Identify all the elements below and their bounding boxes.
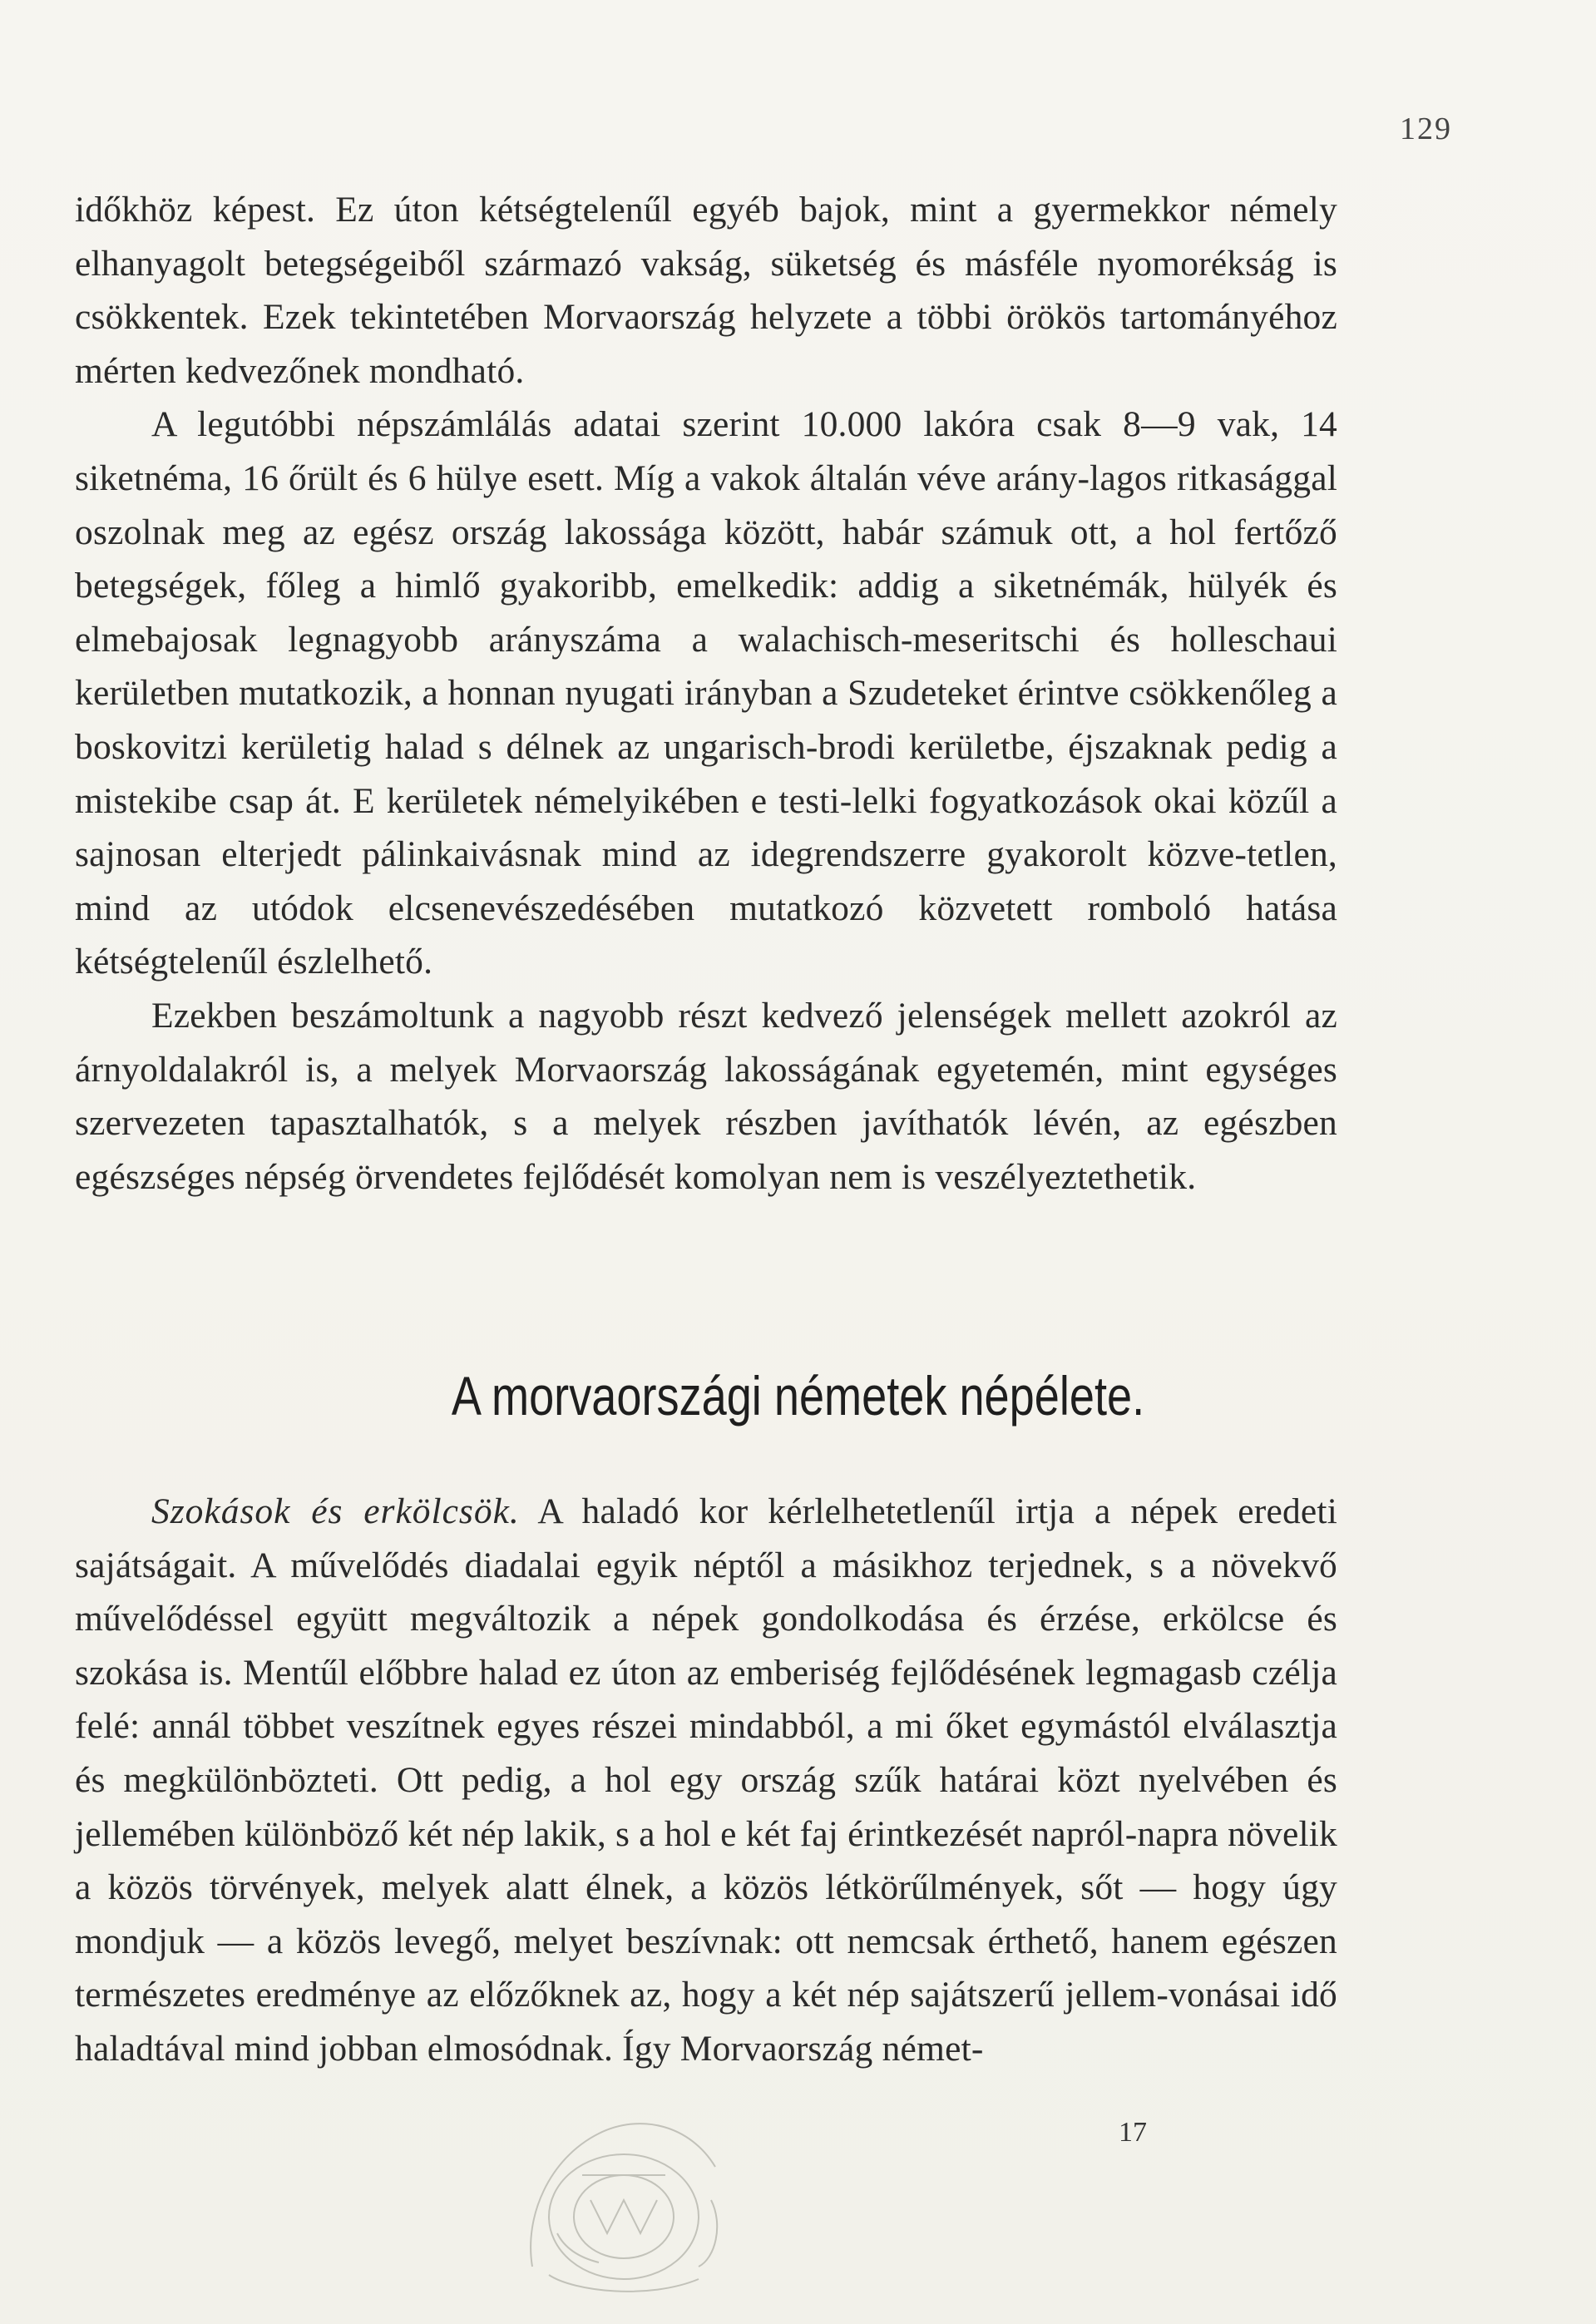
signature-mark: 17: [1119, 2117, 1147, 2148]
paragraph: időkhöz képest. Ez úton kétségtelenűl egyéb bajok, mint a gyermekkor némely elhanyagolt betegségeiből származó vakság, süketség és másféle nyomorékság is csökkentek. Ezek tekintetében Morvaország helyzete a többi örökös tartományéhoz mérten kedvezőnek mondható.: [75, 190, 1337, 391]
paragraph-text: A haladó kor kérlelhetetlenűl irtja a népek eredeti sajátságait. A művelődés diadalai egyik néptől a másikhoz terjednek, s a növekvő művelődéssel együtt megváltozik a népek gondolkodása és érzése, erkölcse és szokása is. Mentűl előbbre halad ez úton az emberiség fejlődésének legmagasb czélja felé: annál többet veszítnek egyes részei mindabból, a mi őket egymástól elválasztja és megkülönbözteti. Ott pedig, a hol egy ország szűk határai közt nyelvében és jellemében különböző két nép lakik, s a hol e két faj érintkezését napról-napra növelik a közös törvények, melyek alatt élnek, a közös létkörűlmények, sőt — hogy úgy mondjuk — a közös levegő, melyet beszívnak: ott nemcsak érthető, hanem egészen természetes eredménye az előzőknek az, hogy a két nép sajátszerű jellem-vonásai idő haladtával mind jobban elmosódnak. Így Morvaország német-: [75, 1491, 1337, 2069]
run-in-heading: Szokások és erkölcsök.: [151, 1491, 520, 1531]
page-number: 129: [1400, 111, 1452, 146]
library-stamp-icon: [499, 2100, 757, 2308]
text-block-section: [75, 1485, 1337, 2076]
paragraph: A legutóbbi népszámlálás adatai szerint 10.000 lakóra csak 8—9 vak, 14 siketnéma, 16 őrült és 6 hülye esett. Míg a vakok általán véve arány-lagos ritkasággal oszolnak meg az egész ország lakossága között, habár számuk ott, a hol fertőző betegségek, főleg a himlő gyakoribb, emelkedik: addig a siketnémák, hülyék és elmebajosak legnagyobb arányszáma a walachisch-meseritschi és holleschaui kerületben mutatkozik, a honnan nyugati irányban a Szudeteket érintve csökkenőleg a boskovitzi kerületig halad s délnek az ungarisch-brodi kerületbe, éjszaknak pedig a mistekibe csap át. E kerületek némelyikében e testi-lelki fogyatkozások okai közűl a sajnosan elterjedt pálinkaivásnak mind az idegrendszerre gyakorolt közve-tetlen, mind az utódok elcsenevészedésében mutatkozó közvetett romboló hatása kétségtelenűl észlelhető.: [75, 404, 1337, 982]
paragraph: [75, 1485, 1337, 2076]
text-block-top: [75, 183, 1337, 1204]
section-heading: A morvaországi németek népélete.: [451, 1365, 1145, 1427]
paragraph: Ezekben beszámoltunk a nagyobb részt kedvező jelenségek mellett azokról az árnyoldalakról is, a melyek Morvaország lakosságának egyetemén, mint egységes szervezeten tapasztalhatók, s a melyek részben javíthatók lévén, az egészben egészséges népség örvendetes fejlődését komolyan nem is veszélyeztethetik.: [75, 995, 1337, 1197]
